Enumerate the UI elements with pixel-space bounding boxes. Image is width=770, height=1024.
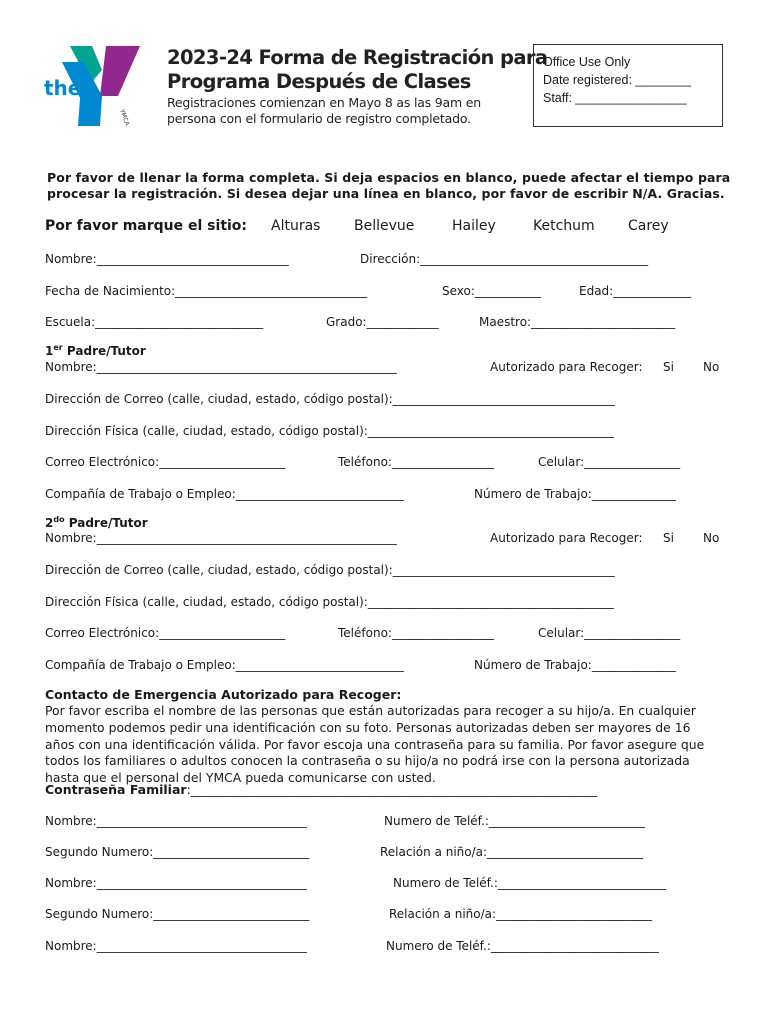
parent1-cell-field[interactable]: Celular:________________ [538,455,681,469]
parent2-authorized-yes[interactable]: Si [663,531,674,545]
site-option-alturas[interactable]: Alturas [271,218,321,234]
parent2-heading-sup: do [53,515,65,524]
emergency-paragraph-line: todos los familiares o adultos conocen la contraseña o su hijo/a no podrá irse con la persona autorizada [45,753,690,769]
family-password-label: Contraseña Familiar [45,782,187,797]
contact2-phone-field[interactable]: Numero de Teléf.:____________________________ [393,876,666,890]
parent1-name-field[interactable]: Nombre:__________________________________________________ [45,360,397,374]
parent1-authorized-yes[interactable]: Si [663,360,674,374]
contact2-second-number-field[interactable]: Segundo Numero:__________________________ [45,907,310,921]
parent2-authorized-no[interactable]: No [703,531,720,545]
parent1-authorized-label: Autorizado para Recoger: [490,360,643,374]
subtitle-line-1: Registraciones comienzan en Mayo 8 as las 9am en [167,95,481,110]
parent1-heading-num: 1 [45,344,54,358]
contact2-relation-field[interactable]: Relación a niño/a:__________________________ [389,907,653,921]
parent2-cell-field[interactable]: Celular:________________ [538,626,681,640]
sex-field[interactable]: Sexo:___________ [442,284,541,298]
parent1-employer-field[interactable]: Compañía de Trabajo o Empleo:____________________________ [45,487,404,501]
contact1-name-field[interactable]: Nombre:___________________________________ [45,814,307,828]
logo-the-text: the [44,76,82,100]
parent2-phone-field[interactable]: Teléfono:_________________ [338,626,494,640]
office-use-box [533,44,723,127]
parent2-heading-text: Padre/Tutor [64,516,148,530]
parent2-work-number-field[interactable]: Número de Trabajo:______________ [474,658,676,672]
site-option-carey[interactable]: Carey [628,218,669,234]
form-title-line-1: 2023-24 Forma de Registración para [167,46,548,69]
school-field[interactable]: Escuela:____________________________ [45,315,264,329]
parent2-mailing-address-field[interactable]: Dirección de Correo (calle, ciudad, estado, código postal):_____________________________________ [45,563,615,577]
parent1-work-number-field[interactable]: Número de Trabajo:______________ [474,487,676,501]
parent1-heading [45,343,146,358]
emergency-paragraph-line: años con una identificación válida. Por favor escoja una contraseña para su familia. Por favor asegure que [45,736,705,752]
age-field[interactable]: Edad:_____________ [579,284,692,298]
parent2-name-field[interactable]: Nombre:__________________________________________________ [45,531,397,545]
form-title-line-2: Programa Después de Clases [167,70,471,93]
site-option-ketchum[interactable]: Ketchum [533,218,595,234]
ymca-wordmark: YMCA [118,108,131,127]
grade-field[interactable]: Grado:____________ [326,315,439,329]
parent1-phone-field[interactable]: Teléfono:_________________ [338,455,494,469]
teacher-field[interactable]: Maestro:________________________ [479,315,676,329]
emergency-paragraph-line: hasta que el personal del YMCA pueda comunicarse con usted. [45,770,436,786]
contact3-phone-field[interactable]: Numero de Teléf.:____________________________ [386,939,659,953]
emergency-paragraph [45,703,735,787]
contact2-name-field[interactable]: Nombre:___________________________________ [45,876,307,890]
parent2-authorized-label: Autorizado para Recoger: [490,531,643,545]
office-use-title: Office Use Only [543,55,631,69]
site-option-hailey[interactable]: Hailey [452,218,496,234]
staff-field[interactable]: Staff: ________________ [543,91,687,105]
parent1-email-field[interactable]: Correo Electrónico:_____________________ [45,455,286,469]
instructions-line-1: Por favor de llenar la forma completa. Si deja espacios en blanco, puede afectar el tiempo para [47,170,731,185]
contact1-second-number-field[interactable]: Segundo Numero:__________________________ [45,845,310,859]
contact1-phone-field[interactable]: Numero de Teléf.:__________________________ [384,814,645,828]
emergency-paragraph-line: momento podemos pedir una identificación con su foto. Personas autorizadas deben ser mayores de 16 [45,719,691,735]
date-registered-field[interactable]: Date registered: ________ [543,73,692,87]
subtitle-line-2: persona con el formulario de registro completado. [167,111,471,126]
child-name-field[interactable]: Nombre:________________________________ [45,252,289,266]
birthdate-field[interactable]: Fecha de Nacimiento:________________________________ [45,284,368,298]
parent2-heading-num: 2 [45,516,54,530]
emergency-heading: Contacto de Emergencia Autorizado para Recoger: [45,687,402,702]
parent1-mailing-address-field[interactable]: Dirección de Correo (calle, ciudad, estado, código postal):_____________________________________ [45,392,615,406]
contact3-name-field[interactable]: Nombre:___________________________________ [45,939,307,953]
child-address-field[interactable]: Dirección:______________________________________ [360,252,649,266]
contact1-relation-field[interactable]: Relación a niño/a:__________________________ [380,845,644,859]
ymca-logo [40,40,160,132]
parent1-authorized-no[interactable]: No [703,360,720,374]
emergency-paragraph-line: Por favor escriba el nombre de las personas que están autorizadas para recoger a su hijo/a. En cualquier [45,703,696,718]
family-password-line[interactable]: :_________________________________________________________________ [186,782,598,797]
parent2-employer-field[interactable]: Compañía de Trabajo o Empleo:____________________________ [45,658,404,672]
parent2-heading [45,515,148,530]
site-option-bellevue[interactable]: Bellevue [354,218,415,234]
parent2-email-field[interactable]: Correo Electrónico:_____________________ [45,626,286,640]
parent1-heading-sup: er [53,343,63,352]
family-password-field[interactable] [45,782,597,797]
site-label: Por favor marque el sitio: [45,218,248,234]
instructions-line-2: procesar la registración. Si desea dejar una línea en blanco, por favor de escribir N/A. Gracias. [47,186,725,201]
parent1-physical-address-field[interactable]: Dirección Física (calle, ciudad, estado, código postal):_________________________________________ [45,424,614,438]
parent2-physical-address-field[interactable]: Dirección Física (calle, ciudad, estado, código postal):_________________________________________ [45,595,614,609]
parent1-heading-text: Padre/Tutor [62,344,146,358]
